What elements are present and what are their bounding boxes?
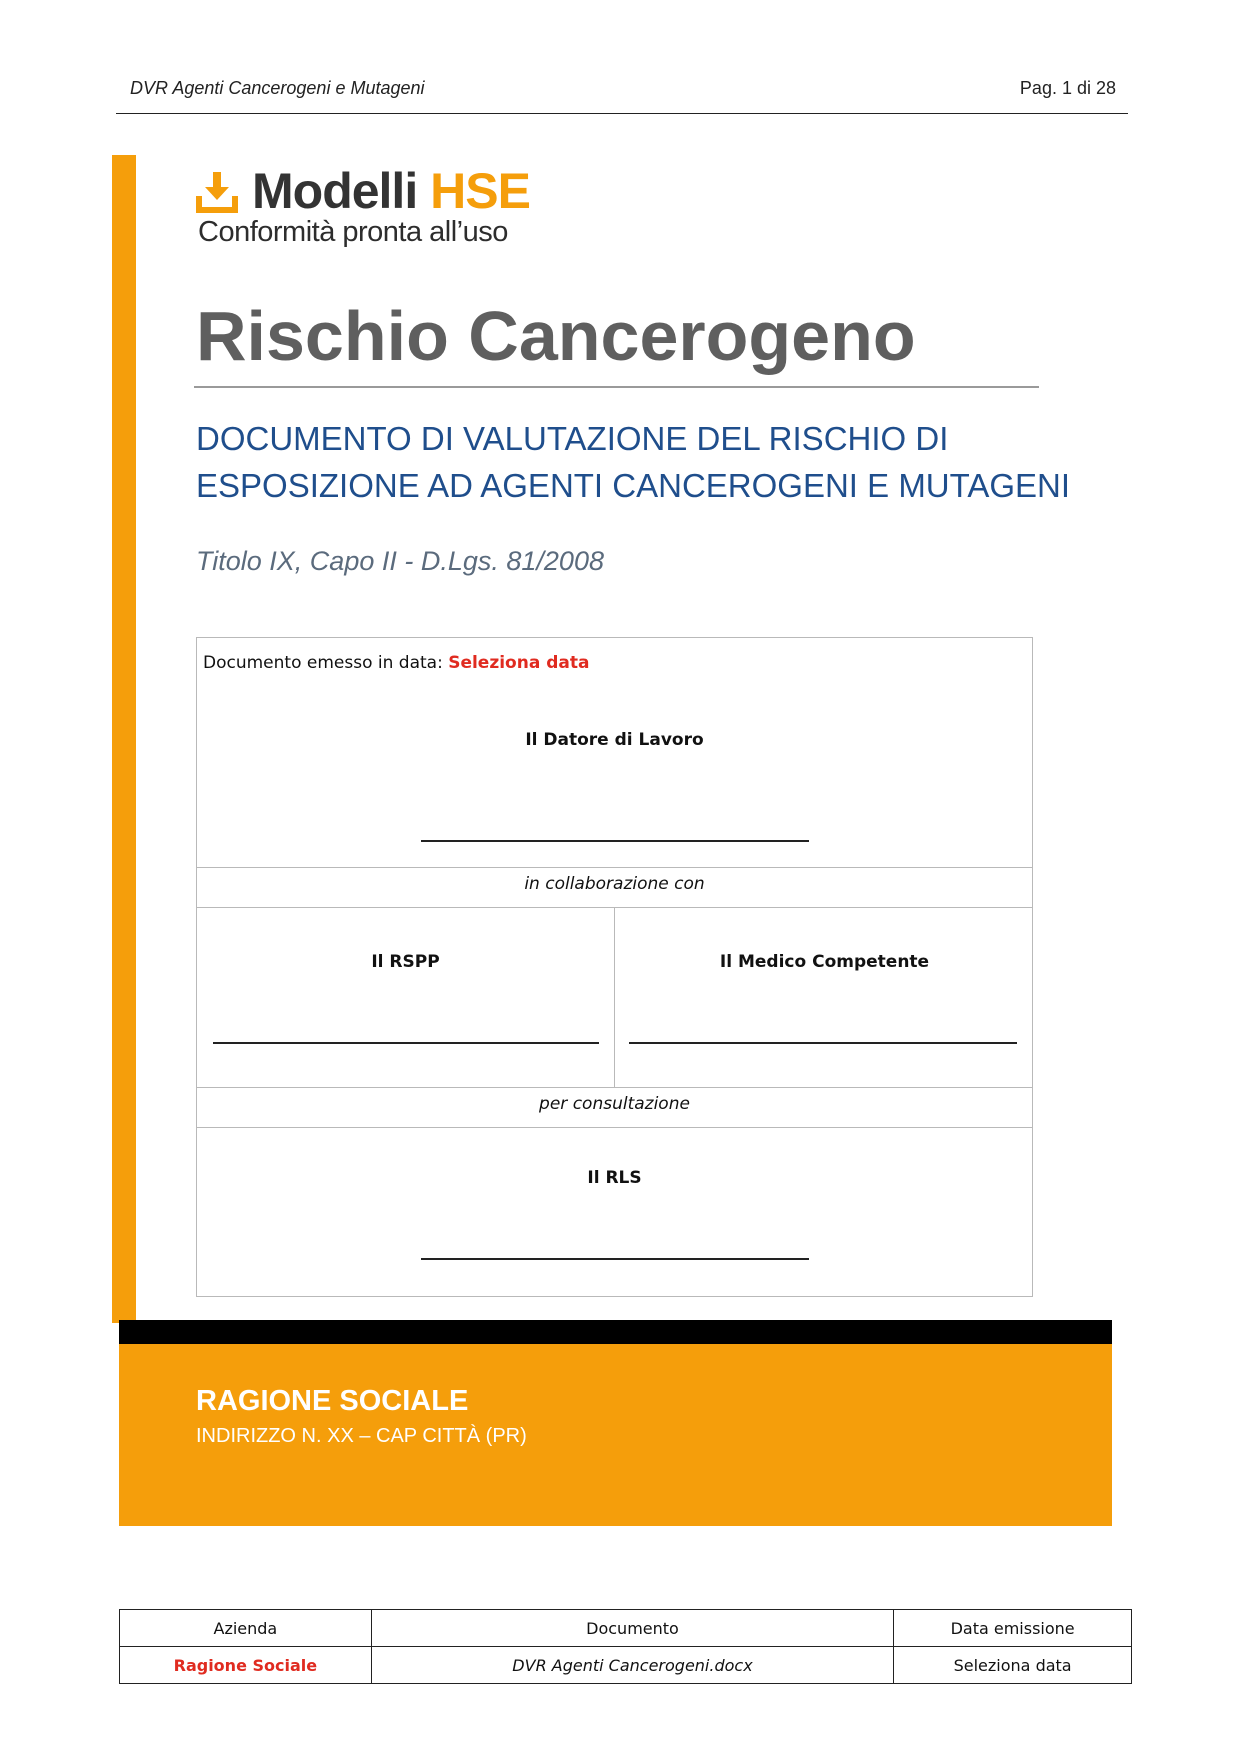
logo-brand [252, 162, 530, 220]
footer-header-data: Data emissione [894, 1610, 1132, 1647]
download-icon [196, 172, 238, 214]
logo-brand-main: Modelli [252, 163, 418, 219]
subtitle-line-1: DOCUMENTO DI VALUTAZIONE DEL RISCHIO DI [196, 420, 949, 457]
rls-row [197, 1128, 1032, 1296]
logo-brand-accent: HSE [430, 163, 530, 219]
footer-header-documento: Documento [371, 1610, 893, 1647]
issue-date-line [203, 653, 589, 673]
rspp-medico-row [197, 908, 1032, 1088]
footer-header-row [120, 1610, 1132, 1647]
logo-tagline: Conformità pronta all’uso [198, 216, 508, 248]
title-divider [194, 386, 1039, 388]
company-name: RAGIONE SOCIALE [196, 1385, 469, 1417]
company-logo [196, 163, 536, 258]
footer-value-documento: DVR Agenti Cancerogeni.docx [371, 1647, 893, 1684]
issue-date-value[interactable]: Seleziona data [448, 653, 590, 673]
legal-reference: Titolo IX, Capo II - D.Lgs. 81/2008 [196, 546, 604, 576]
rspp-label: Il RSPP [371, 952, 440, 972]
company-address: INDIRIZZO N. XX – CAP CITTÀ (PR) [196, 1425, 527, 1447]
issue-date-label: Documento emesso in data: [203, 653, 443, 673]
rls-signature-line [421, 1258, 809, 1260]
footer-value-data: Seleziona data [894, 1647, 1132, 1684]
consult-row [197, 1088, 1032, 1128]
document-title: Rischio Cancerogeno [196, 297, 916, 375]
medico-signature-line [629, 1042, 1017, 1044]
collab-row [197, 868, 1032, 908]
employer-signature-line [421, 840, 809, 842]
header-doc-title: DVR Agenti Cancerogeni e Mutageni [130, 78, 425, 98]
document-subtitle [196, 415, 1076, 509]
consult-label: per consultazione [539, 1094, 690, 1114]
black-divider-band [119, 1320, 1112, 1344]
medico-label: Il Medico Competente [719, 952, 930, 972]
page-header [116, 76, 1128, 114]
employer-row [197, 638, 1032, 868]
header-page-number: Pag. 1 di 28 [1019, 78, 1116, 98]
employer-label: Il Datore di Lavoro [525, 730, 704, 750]
footer-value-azienda: Ragione Sociale [120, 1647, 372, 1684]
footer-header-azienda: Azienda [120, 1610, 372, 1647]
medico-cell [615, 908, 1034, 1087]
footer-value-row [120, 1647, 1132, 1684]
footer-table [119, 1609, 1132, 1684]
collab-label: in collaborazione con [524, 874, 705, 894]
rls-label: Il RLS [587, 1168, 642, 1188]
signature-table [196, 637, 1033, 1297]
rspp-cell [197, 908, 615, 1087]
orange-accent-bar [112, 155, 136, 1323]
rspp-signature-line [213, 1042, 599, 1044]
subtitle-line-2: ESPOSIZIONE AD AGENTI CANCEROGENI E MUTAGENI [196, 467, 1071, 504]
